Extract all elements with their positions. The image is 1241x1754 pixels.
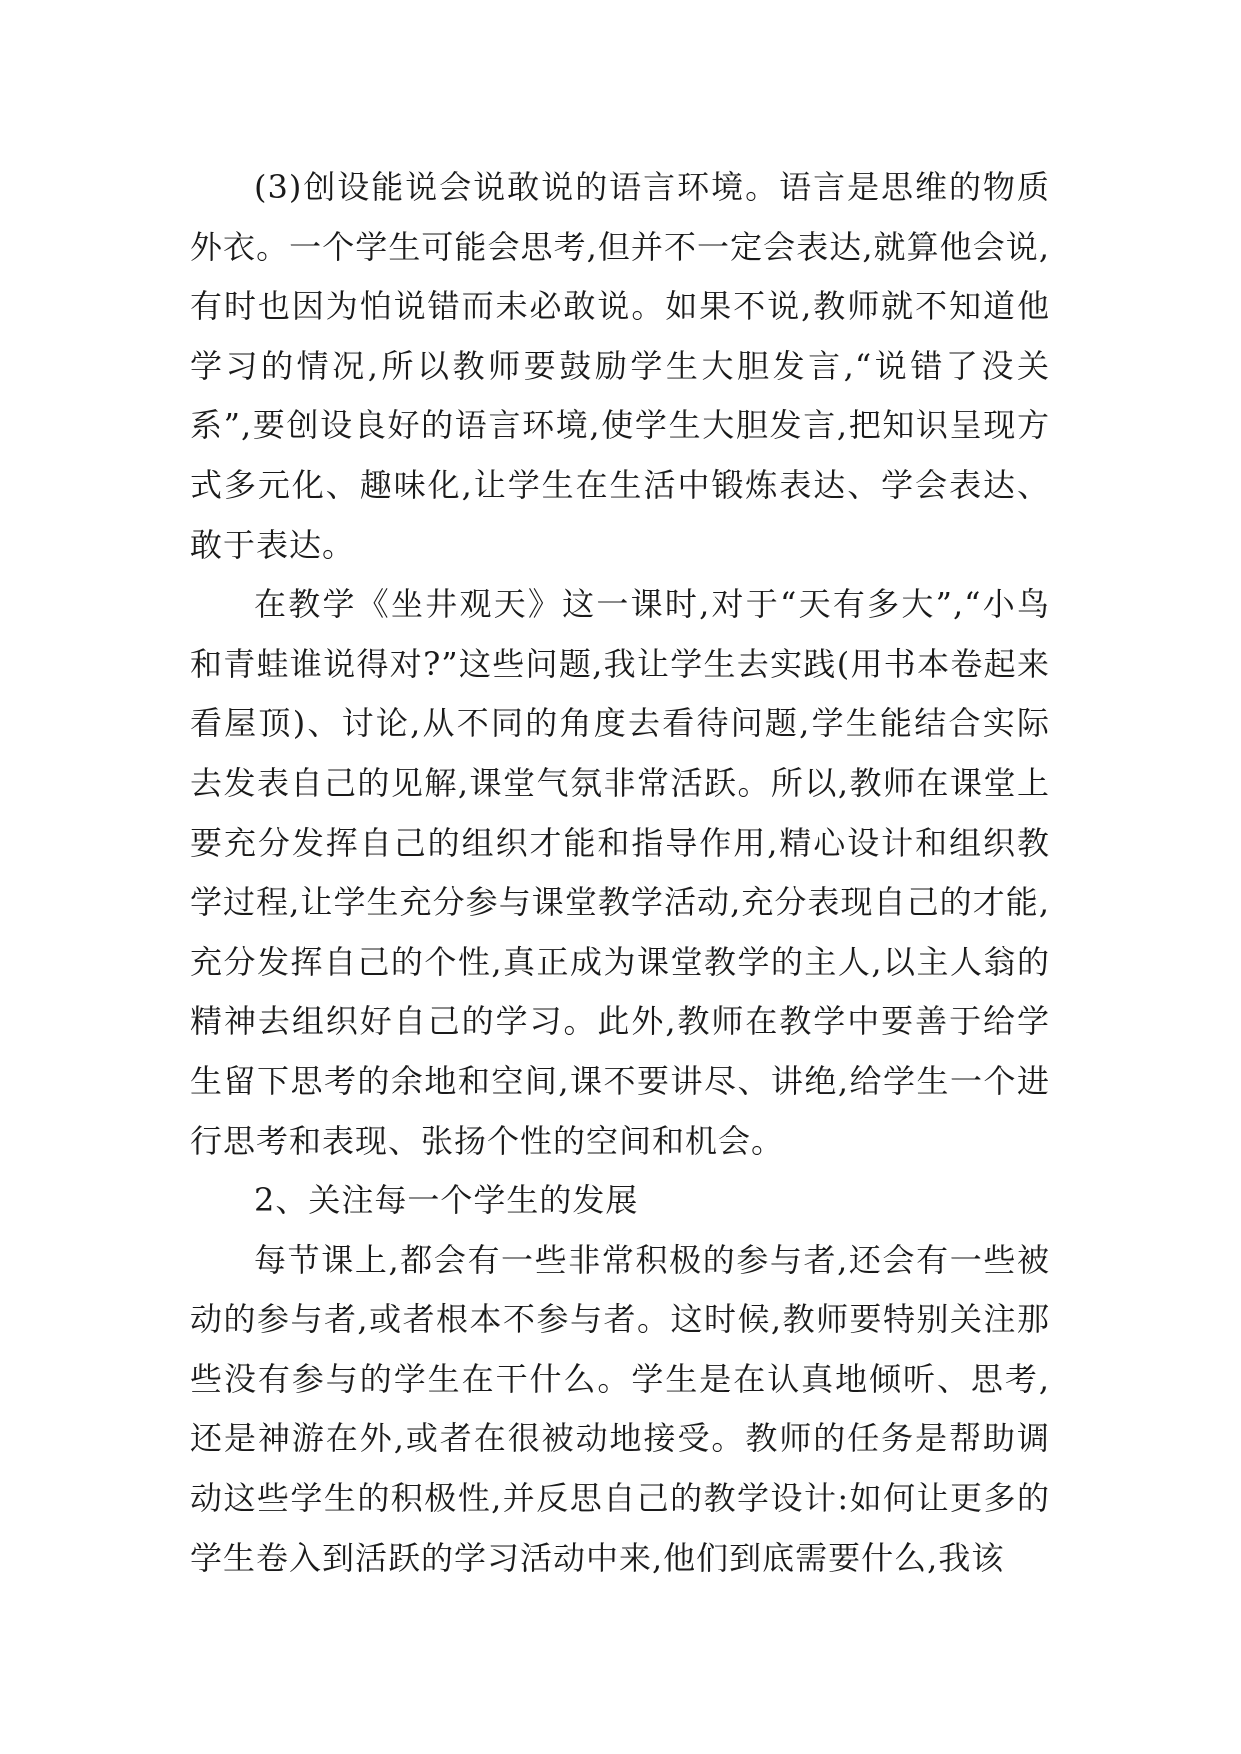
document-body [190,158,1050,1588]
paragraph-student-development: 每节课上,都会有一些非常积极的参与者,还会有一些被动的参与者,或者根本不参与者。这时候,教师要特别关注那些没有参与的学生在干什么。学生是在认真地倾听、思考,还是神游在外,或者在很被动地接受。教师的任务是帮助调动这些学生的积极性,并反思自己的教学设计:如何让更多的学生卷入到活跃的学习活动中来,他们到底需要什么,我该 [190,1240,1050,1577]
section-heading: 2、关注每一个学生的发展 [254,1181,639,1220]
paragraph-language-environment: (3)创设能说会说敢说的语言环境。语言是思维的物质外衣。一个学生可能会思考,但并不一定会表达,就算他会说,有时也因为怕说错而未必敢说。如果不说,教师就不知道他学习的情况,所以教师要鼓励学生大胆发言,“说错了没关系”,要创设良好的语言环境,使学生大胆发言,把知识呈现方式多元化、趣味化,让学生在生活中锻炼表达、学会表达、敢于表达。 [190,168,1050,564]
paragraph-classroom-example: 在教学《坐井观天》这一课时,对于“天有多大”,“小鸟和青蛙谁说得对?”这些问题,我让学生去实践(用书本卷起来看屋顶)、讨论,从不同的角度去看待问题,学生能结合实际去发表自己的见解,课堂气氛非常活跃。所以,教师在课堂上要充分发挥自己的组织才能和指导作用,精心设计和组织教学过程,让学生充分参与课堂教学活动,充分表现自己的才能,充分发挥自己的个性,真正成为课堂教学的主人,以主人翁的精神去组织好自己的学习。此外,教师在教学中要善于给学生留下思考的余地和空间,课不要讲尽、讲绝,给学生一个进行思考和表现、张扬个性的空间和机会。 [190,585,1050,1160]
